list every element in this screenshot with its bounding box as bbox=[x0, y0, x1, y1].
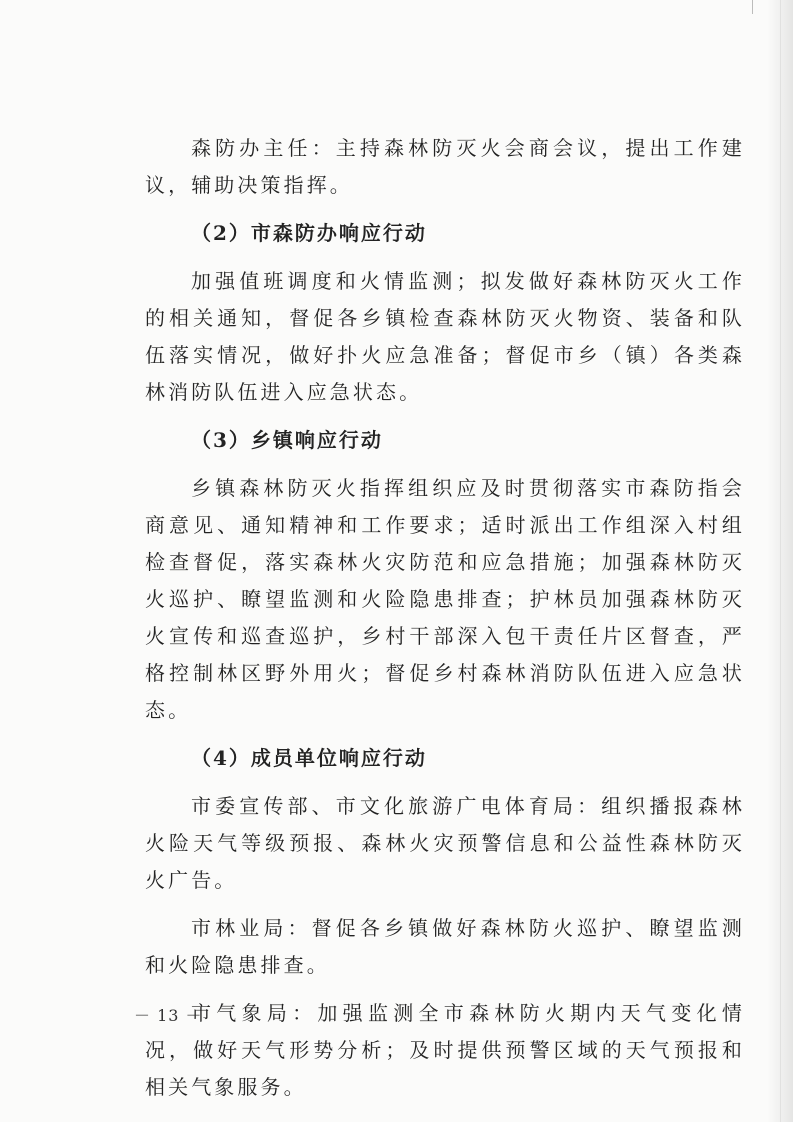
paragraph-publicity-culture-bureau: 市委宣传部、市文化旅游广电体育局：组织播报森林火险天气等级预报、森林火灾预警信息和公益性森林防灭火广告。 bbox=[145, 794, 745, 892]
heading-city-office-response: （2）市森防办响应行动 bbox=[191, 221, 427, 245]
paragraph-city-office-actions: 加强值班调度和火情监测；拟发做好森林防灭火工作的相关通知，督促各乡镇检查森林防灭火物资、装备和队伍落实情况，做好扑火应急准备；督促市乡（镇）各类森林消防队伍进入应急状态。 bbox=[145, 269, 745, 404]
paragraph-forestry-bureau: 市林业局：督促各乡镇做好森林防火巡护、瞭望监测和火险隐患排查。 bbox=[145, 916, 745, 977]
paragraph-forest-office-director: 森防办主任：主持森林防灭火会商会议，提出工作建议，辅助决策指挥。 bbox=[145, 136, 745, 197]
page-number: － 13 － bbox=[134, 1006, 203, 1025]
scan-edge-line bbox=[780, 0, 781, 1122]
paragraph-meteorological-bureau: 市气象局：加强监测全市森林防火期内天气变化情况，做好天气形势分析；及时提供预警区域的天气预报和相关气象服务。 bbox=[145, 1001, 745, 1099]
heading-member-units-response: （4）成员单位响应行动 bbox=[191, 746, 427, 770]
document-body bbox=[145, 130, 745, 1117]
paragraph-township-actions: 乡镇森林防灭火指挥组织应及时贯彻落实市森防指会商意见、通知精神和工作要求；适时派出工作组深入村组检查督促，落实森林火灾防范和应急措施；加强森林防灭火巡护、瞭望监测和火险隐患排查；护林员加强森林防灭火宣传和巡查巡护，乡村干部深入包干责任片区督查，严格控制林区野外用火；督促乡村森林消防队伍进入应急状态。 bbox=[145, 476, 745, 722]
heading-township-response: （3）乡镇响应行动 bbox=[191, 428, 383, 452]
scan-top-mark bbox=[752, 0, 753, 14]
